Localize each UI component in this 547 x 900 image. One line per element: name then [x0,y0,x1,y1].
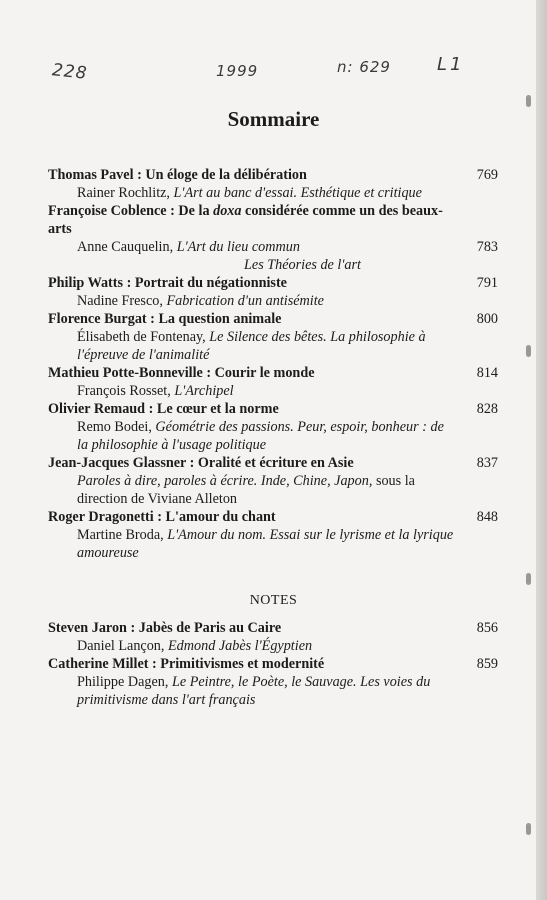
page-number: 856 [476,620,498,636]
reviewed-title: Le Peintre, le Poète, le Sauvage. Les voies du primitivisme dans l'art français [77,674,431,708]
entry-heading [48,202,498,238]
reviewed-title-second: Les Théories de l'art [244,257,361,273]
entry-reviewed-work [48,472,498,508]
reviewed-editor: sous la direction de Viviane Alleton [77,473,415,507]
toc-entry [48,508,498,562]
entry-reviewed-work [48,238,498,256]
entry-reviewed-work [48,673,498,709]
reviewed-title: Paroles à dire, paroles à écrire. Inde, Chine, Japon, [77,473,373,489]
reviewed-author: Nadine Fresco, [77,293,167,309]
reviewed-author: Anne Cauquelin, [77,239,177,255]
page-title: Sommaire [227,107,320,131]
binding-hole [526,345,531,357]
contents-list [48,166,498,562]
entry-heading: Thomas Pavel : Un éloge de la délibération [48,167,307,183]
reviewed-author: Philippe Dagen, [77,674,172,690]
entry-heading: Roger Dragonetti : L'amour du chant [48,509,276,525]
page-number: 791 [476,275,498,291]
handwritten-code: L1 [437,54,465,75]
binding-hole [526,573,531,585]
handwritten-year: 1999 [216,62,259,80]
page-number: 859 [476,656,498,672]
reviewed-subtitle: . La philosophie à l'épreuve de l'animalité [77,329,426,363]
handwritten-number: 228 [51,60,89,84]
toc-entry [48,274,498,310]
heading-part: considérée comme un des beaux-arts [48,203,443,237]
reviewed-title: L'Art du lieu commun [176,239,300,255]
binding-hole [526,95,531,107]
page-number: 783 [476,239,498,255]
entry-heading: Philip Watts : Portrait du négationniste [48,275,287,291]
binding-hole [526,823,531,835]
toc-entry [48,400,498,454]
page-number: 848 [476,509,498,525]
handwritten-issue: n: 629 [337,58,391,76]
entry-reviewed-work [48,418,498,454]
reviewed-title: Géométrie des passions. Peur, espoir, bonheur : de la philosophie à l'usage politique [77,419,444,453]
notes-heading: NOTES [249,593,298,608]
toc-entry [48,166,498,202]
notes-list [48,619,498,709]
heading-italic: doxa [213,203,242,219]
entry-heading: Catherine Millet : Primitivismes et modernité [48,656,325,672]
toc-entry [48,619,498,655]
page-number: 800 [476,311,498,327]
entry-heading: Olivier Remaud : Le cœur et la norme [48,401,279,417]
heading-part: Françoise Coblence : De la [48,203,214,219]
entry-heading: Mathieu Potte-Bonneville : Courir le monde [48,365,315,381]
page-number: 814 [476,365,498,381]
toc-entry [48,202,498,274]
entry-reviewed-work [48,526,498,562]
toc-entry [48,655,498,709]
page-number: 837 [476,455,498,471]
toc-entry [48,454,498,508]
entry-heading: Jean-Jacques Glassner : Oralité et écriture en Asie [48,455,354,471]
reviewed-author: Rainer Rochlitz, [77,185,174,201]
entry-reviewed-work [48,184,498,202]
entry-reviewed-work [48,292,498,310]
page-edge [536,0,547,900]
entry-reviewed-work [48,328,498,364]
reviewed-title: Fabrication d'un antisémite [166,293,324,309]
entry-reviewed-work [48,382,498,400]
toc-entry [48,364,498,400]
reviewed-author: Daniel Lançon, [77,638,168,654]
reviewed-title: Edmond Jabès l'Égyptien [168,638,313,654]
reviewed-author: Remo Bodei, [77,419,156,435]
toc-entry [48,310,498,364]
reviewed-title: L'Amour du nom. Essai sur le lyrisme et la lyrique amoureuse [77,527,454,561]
reviewed-title: L'Archipel [174,383,234,399]
entry-reviewed-work [48,637,498,655]
page-number: 828 [476,401,498,417]
page-number: 769 [476,167,498,183]
reviewed-author: Élisabeth de Fontenay, [77,329,210,345]
reviewed-title: Le Silence des bêtes [209,329,324,345]
entry-heading: Florence Burgat : La question animale [48,311,282,327]
reviewed-author: Martine Broda, [77,527,168,543]
entry-heading: Steven Jaron : Jabès de Paris au Caire [48,620,282,636]
reviewed-title: L'Art au banc d'essai. Esthétique et critique [173,185,422,201]
reviewed-author: François Rosset, [77,383,175,399]
